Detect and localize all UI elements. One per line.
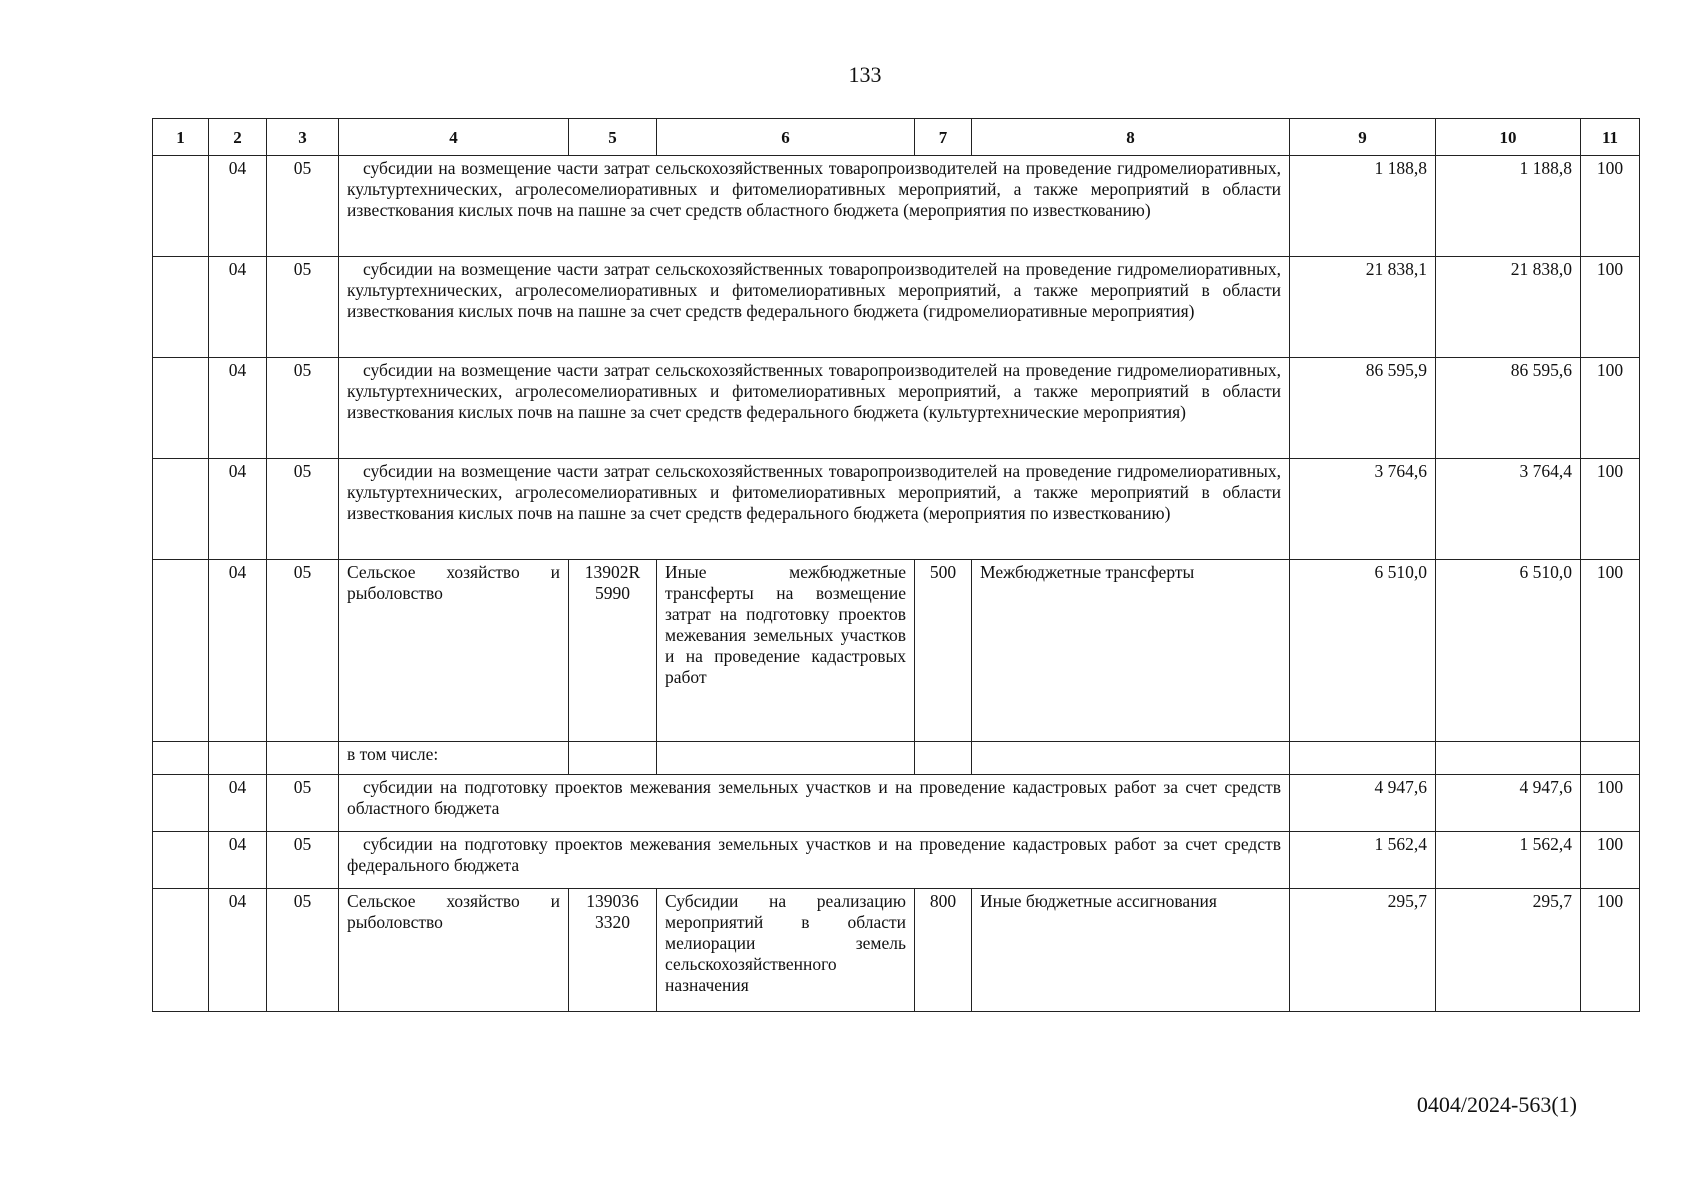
cell-planned: 1 188,8 [1290,156,1436,257]
description-text: субсидии на подготовку проектов межевания земельных участков и на проведение кадастровых работ за счет средств областного бюджета [347,777,1281,818]
cell-subsection: 05 [267,832,339,889]
cell-target-code: 13902R 5990 [569,560,657,742]
cell-target-code: 139036 3320 [569,889,657,1012]
cell-section-name: Сельское хозяйство и рыболовство [339,889,569,1012]
cell-percent: 100 [1581,257,1640,358]
cell-planned: 3 764,6 [1290,459,1436,560]
column-header: 7 [915,119,972,156]
column-header: 9 [1290,119,1436,156]
cell-percent: 100 [1581,560,1640,742]
description-text: субсидии на возмещение части затрат сельскохозяйственных товаропроизводителей на проведение гидромелиоративных, культуртехнических, агролесомелиоративных и фитомелиоративных мероприятий, а также мероприятий в области известкования кислых почв на пашне за счет средств федерального бюджета (гидромелиоративные мероприятия) [347,259,1281,321]
cell-section: 04 [209,832,267,889]
cell-subsection: 05 [267,459,339,560]
column-header: 4 [339,119,569,156]
cell-expense-name: Иные бюджетные ассигнования [972,889,1290,1012]
table-row [153,742,1640,775]
column-header: 10 [1436,119,1581,156]
cell-target-name: Иные межбюджетные трансферты на возмещение затрат на подготовку проектов межевания земельных участков и на проведение кадастровых работ [657,560,915,742]
cell-expense-type [915,742,972,775]
table-row [153,775,1640,832]
cell-percent: 100 [1581,358,1640,459]
table-row [153,560,1640,742]
cell-description [339,775,1290,832]
cell-subsection: 05 [267,257,339,358]
cell-planned: 21 838,1 [1290,257,1436,358]
cell-col1 [153,358,209,459]
table-row [153,889,1640,1012]
description-text: субсидии на подготовку проектов межевания земельных участков и на проведение кадастровых работ за счет средств федерального бюджета [347,834,1281,875]
cell-planned [1290,742,1436,775]
cell-subsection: 05 [267,775,339,832]
table-row [153,832,1640,889]
cell-section [209,742,267,775]
cell-col1 [153,560,209,742]
cell-percent: 100 [1581,889,1640,1012]
cell-section-name: Сельское хозяйство и рыболовство [339,560,569,742]
table-row [153,257,1640,358]
cell-description [339,257,1290,358]
cell-col1 [153,459,209,560]
cell-percent: 100 [1581,775,1640,832]
cell-col1 [153,832,209,889]
cell-col1 [153,889,209,1012]
cell-col1 [153,156,209,257]
cell-section: 04 [209,560,267,742]
cell-executed: 3 764,4 [1436,459,1581,560]
column-header: 1 [153,119,209,156]
column-header: 3 [267,119,339,156]
cell-subsection: 05 [267,889,339,1012]
cell-executed: 6 510,0 [1436,560,1581,742]
cell-section: 04 [209,775,267,832]
cell-subsection: 05 [267,156,339,257]
document-code: 0404/2024-563(1) [1416,1092,1577,1117]
cell-col1 [153,742,209,775]
cell-percent [1581,742,1640,775]
cell-executed: 1 188,8 [1436,156,1581,257]
cell-col1 [153,775,209,832]
cell-planned: 6 510,0 [1290,560,1436,742]
cell-executed: 295,7 [1436,889,1581,1012]
cell-description [339,358,1290,459]
cell-planned: 86 595,9 [1290,358,1436,459]
budget-table [152,118,1640,1012]
cell-description [339,459,1290,560]
cell-section: 04 [209,156,267,257]
page-number: 133 [848,62,882,87]
cell-subsection: 05 [267,358,339,459]
cell-percent: 100 [1581,156,1640,257]
cell-subsection [267,742,339,775]
cell-section: 04 [209,358,267,459]
cell-target-code [569,742,657,775]
description-text: субсидии на возмещение части затрат сельскохозяйственных товаропроизводителей на проведение гидромелиоративных, культуртехнических, агролесомелиоративных и фитомелиоративных мероприятий, а также мероприятий в области известкования кислых почв на пашне за счет средств федерального бюджета (культуртехнические мероприятия) [347,360,1281,422]
column-header: 5 [569,119,657,156]
cell-section: 04 [209,889,267,1012]
description-text: субсидии на возмещение части затрат сельскохозяйственных товаропроизводителей на проведение гидромелиоративных, культуртехнических, агролесомелиоративных и фитомелиоративных мероприятий, а также мероприятий в области известкования кислых почв на пашне за счет средств федерального бюджета (мероприятия по известкованию) [347,461,1281,523]
cell-col1 [153,257,209,358]
header-row [153,119,1640,156]
cell-executed: 4 947,6 [1436,775,1581,832]
cell-planned: 4 947,6 [1290,775,1436,832]
cell-subheader: в том числе: [339,742,569,775]
cell-target-name [657,742,915,775]
cell-expense-name [972,742,1290,775]
cell-expense-type: 500 [915,560,972,742]
cell-executed: 86 595,6 [1436,358,1581,459]
column-header: 2 [209,119,267,156]
table-row [153,459,1640,560]
cell-planned: 295,7 [1290,889,1436,1012]
cell-planned: 1 562,4 [1290,832,1436,889]
cell-percent: 100 [1581,832,1640,889]
table-row [153,156,1640,257]
cell-executed: 1 562,4 [1436,832,1581,889]
cell-executed [1436,742,1581,775]
column-header: 11 [1581,119,1640,156]
column-header: 6 [657,119,915,156]
description-text: субсидии на возмещение части затрат сельскохозяйственных товаропроизводителей на проведение гидромелиоративных, культуртехнических, агролесомелиоративных и фитомелиоративных мероприятий, а также мероприятий в области известкования кислых почв на пашне за счет средств областного бюджета (мероприятия по известкованию) [347,158,1281,220]
cell-description [339,156,1290,257]
table-row [153,358,1640,459]
cell-percent: 100 [1581,459,1640,560]
column-header: 8 [972,119,1290,156]
cell-executed: 21 838,0 [1436,257,1581,358]
cell-section: 04 [209,257,267,358]
cell-expense-name: Межбюджетные трансферты [972,560,1290,742]
cell-target-name: Субсидии на реализацию мероприятий в области мелиорации земель сельскохозяйственного назначения [657,889,915,1012]
cell-expense-type: 800 [915,889,972,1012]
cell-subsection: 05 [267,560,339,742]
cell-description [339,832,1290,889]
cell-section: 04 [209,459,267,560]
